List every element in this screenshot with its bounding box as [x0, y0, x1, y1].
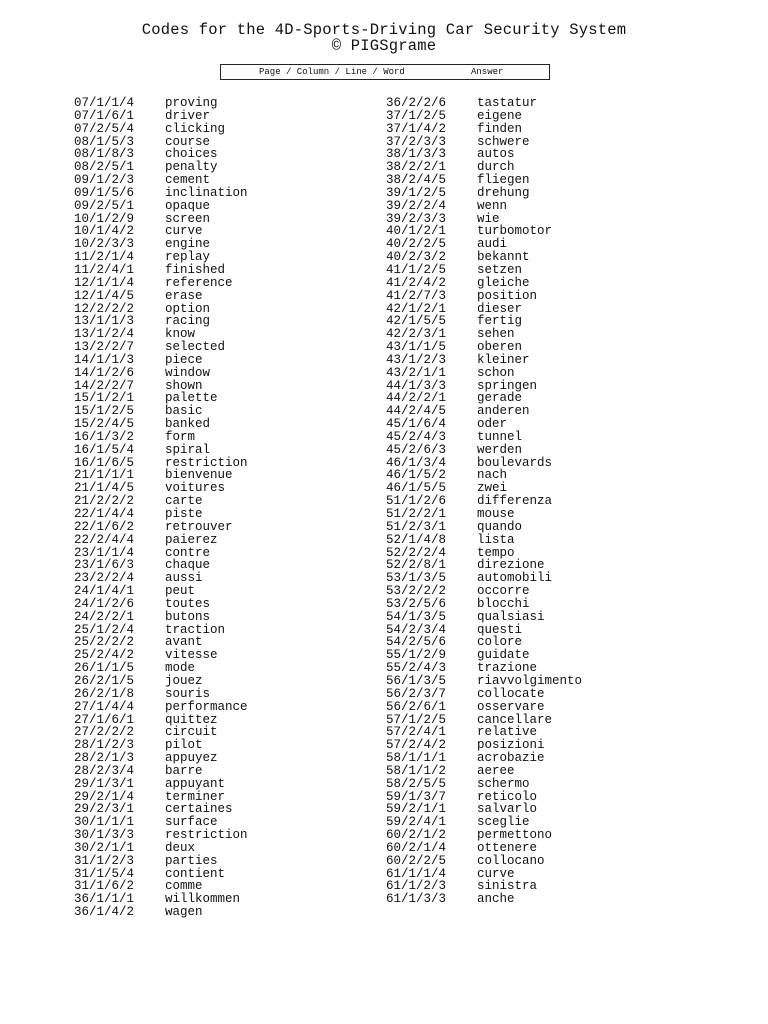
answer-word: voitures: [165, 481, 226, 496]
answer-word: aeree: [477, 763, 515, 778]
code-value: 23/1/1/4: [74, 545, 135, 560]
answer-word: sehen: [477, 327, 515, 342]
answer-word: eigene: [477, 108, 523, 123]
code-value: 58/1/1/2: [386, 763, 447, 778]
column-header: [220, 64, 550, 80]
code-value: 41/2/4/2: [386, 275, 447, 290]
answer-word: traction: [165, 622, 226, 637]
code-value: 08/1/5/3: [74, 134, 135, 149]
code-value: 12/1/4/5: [74, 288, 135, 303]
code-value: 07/2/5/4: [74, 121, 135, 136]
code-value: 16/1/3/2: [74, 429, 135, 444]
answer-word: quando: [477, 519, 523, 534]
code-value: 24/1/2/6: [74, 596, 135, 611]
answer-word: choices: [165, 147, 218, 162]
code-value: 24/1/4/1: [74, 584, 135, 599]
code-value: 23/1/6/3: [74, 558, 135, 573]
code-value: 15/1/2/1: [74, 391, 135, 406]
code-value: 52/1/4/8: [386, 532, 447, 547]
code-value: 54/1/3/5: [386, 609, 447, 624]
answer-word: terminer: [165, 789, 226, 804]
answer-word: boulevards: [477, 455, 553, 470]
code-value: 60/2/2/5: [386, 853, 447, 868]
code-value: 29/1/3/1: [74, 776, 135, 791]
answer-word: engine: [165, 237, 211, 252]
answer-word: retrouver: [165, 519, 233, 534]
answer-word: posizioni: [477, 738, 545, 753]
code-value: 09/1/2/3: [74, 173, 135, 188]
code-value: 27/1/6/1: [74, 712, 135, 727]
answer-word: qualsiasi: [477, 609, 545, 624]
answer-word: blocchi: [477, 596, 530, 611]
answer-word: opaque: [165, 198, 211, 213]
answer-word: permettono: [477, 828, 553, 843]
answer-word: clicking: [165, 121, 226, 136]
answer-word: fliegen: [477, 173, 530, 188]
answer-word: option: [165, 301, 211, 316]
answer-word: drehung: [477, 185, 530, 200]
code-value: 61/1/1/4: [386, 866, 447, 881]
code-value: 24/2/2/1: [74, 609, 135, 624]
code-value: 37/1/4/2: [386, 121, 447, 136]
code-value: 08/2/5/1: [74, 160, 135, 175]
code-value: 38/2/2/1: [386, 160, 447, 175]
answer-word: schon: [477, 365, 515, 380]
code-value: 58/2/5/5: [386, 776, 447, 791]
answer-word: curve: [477, 866, 515, 881]
answer-word: peut: [165, 584, 196, 599]
answer-word: willkommen: [165, 892, 241, 907]
answer-word: driver: [165, 108, 211, 123]
answer-word: wie: [477, 211, 500, 226]
answer-word: mode: [165, 661, 196, 676]
code-value: 45/2/4/3: [386, 429, 447, 444]
code-value: 16/1/5/4: [74, 442, 135, 457]
answer-word: deux: [165, 840, 196, 855]
answer-word: dieser: [477, 301, 523, 316]
code-value: 07/1/6/1: [74, 108, 135, 123]
answer-word: tempo: [477, 545, 515, 560]
answer-word: selected: [165, 340, 226, 355]
answer-word: oberen: [477, 340, 523, 355]
answer-word: oder: [477, 417, 508, 432]
answer-word: performance: [165, 699, 248, 714]
copyright-line: © PIGSgrame: [331, 37, 437, 55]
code-value: 27/2/2/2: [74, 725, 135, 740]
code-value: 36/2/2/6: [386, 96, 447, 110]
answer-word: lista: [477, 532, 515, 547]
answer-word: collocate: [477, 686, 545, 701]
answer-word: restriction: [165, 455, 248, 470]
answer-word: schermo: [477, 776, 530, 791]
answer-word: know: [165, 327, 196, 342]
answer-header-label: Answer: [471, 67, 504, 77]
answer-word: gerade: [477, 391, 523, 406]
code-value: 44/2/4/5: [386, 404, 447, 419]
answer-word: wagen: [165, 905, 203, 920]
code-value: 45/1/6/4: [386, 417, 447, 432]
answer-word: acrobazie: [477, 751, 545, 766]
code-value: 15/2/4/5: [74, 417, 135, 432]
answer-word: contre: [165, 545, 211, 560]
answer-word: finished: [165, 262, 226, 277]
answer-word: nach: [477, 468, 508, 483]
answer-word: wenn: [477, 198, 508, 213]
code-value: 40/1/2/1: [386, 224, 447, 239]
answer-word: finden: [477, 121, 523, 136]
code-value: 37/1/2/5: [386, 108, 447, 123]
code-value: 21/1/4/5: [74, 481, 135, 496]
code-value: 56/1/3/5: [386, 673, 447, 688]
code-value: 13/1/2/4: [74, 327, 135, 342]
answer-word: vitesse: [165, 648, 218, 663]
answer-word: jouez: [165, 673, 203, 688]
answer-word: osservare: [477, 699, 545, 714]
answer-word: position: [477, 288, 538, 303]
answer-word: audi: [477, 237, 508, 252]
answer-word: comme: [165, 879, 203, 894]
code-value: 28/1/2/3: [74, 738, 135, 753]
answer-word: quittez: [165, 712, 218, 727]
answer-word: souris: [165, 686, 211, 701]
answer-word: carte: [165, 494, 203, 509]
answer-word: circuit: [165, 725, 218, 740]
answer-word: trazione: [477, 661, 538, 676]
code-value: 41/1/2/5: [386, 262, 447, 277]
answer-word: fertig: [477, 314, 523, 329]
answer-word: replay: [165, 250, 211, 265]
code-value: 12/1/1/4: [74, 275, 135, 290]
code-value: 12/2/2/2: [74, 301, 135, 316]
code-value: 46/1/5/5: [386, 481, 447, 496]
code-value: 56/2/6/1: [386, 699, 447, 714]
format-header-label: Page / Column / Line / Word: [259, 67, 405, 77]
code-value: 54/2/5/6: [386, 635, 447, 650]
code-value: 51/1/2/6: [386, 494, 447, 509]
code-value: 36/1/1/1: [74, 892, 135, 907]
answer-word: spiral: [165, 442, 211, 457]
code-value: 10/1/4/2: [74, 224, 135, 239]
answer-word: springen: [477, 378, 538, 393]
code-value: 08/1/8/3: [74, 147, 135, 162]
code-value: 09/2/5/1: [74, 198, 135, 213]
code-value: 59/2/4/1: [386, 815, 447, 830]
answer-word: proving: [165, 96, 218, 110]
code-value: 45/2/6/3: [386, 442, 447, 457]
code-value: 61/1/3/3: [386, 892, 447, 907]
answer-word: kleiner: [477, 352, 530, 367]
code-value: 57/2/4/1: [386, 725, 447, 740]
answer-word: bienvenue: [165, 468, 233, 483]
answer-word: autos: [477, 147, 515, 162]
code-value: 42/2/3/1: [386, 327, 447, 342]
answer-word: guidate: [477, 648, 530, 663]
answer-word: cement: [165, 173, 211, 188]
answer-word: course: [165, 134, 211, 149]
code-value: 59/1/3/7: [386, 789, 447, 804]
code-value: 11/2/4/1: [74, 262, 135, 277]
code-value: 31/1/5/4: [74, 866, 135, 881]
code-value: 46/1/3/4: [386, 455, 447, 470]
code-value: 23/2/2/4: [74, 571, 135, 586]
answer-word: mouse: [477, 507, 515, 521]
answer-word: gleiche: [477, 275, 530, 290]
answer-word: butons: [165, 609, 211, 624]
code-value: 13/1/1/3: [74, 314, 135, 329]
answer-word: automobili: [477, 571, 553, 586]
answer-word: occorre: [477, 584, 530, 599]
code-value: 53/1/3/5: [386, 571, 447, 586]
answer-word: chaque: [165, 558, 211, 573]
code-value: 29/2/1/4: [74, 789, 135, 804]
answer-word: bekannt: [477, 250, 530, 265]
code-value: 57/2/4/2: [386, 738, 447, 753]
code-value: 31/1/6/2: [74, 879, 135, 894]
code-value: 30/1/1/1: [74, 815, 135, 830]
code-value: 53/2/5/6: [386, 596, 447, 611]
answer-word: erase: [165, 288, 203, 303]
answer-word: setzen: [477, 262, 523, 277]
answer-word: barre: [165, 763, 203, 778]
code-value: 21/2/2/2: [74, 494, 135, 509]
code-value: 46/1/5/2: [386, 468, 447, 483]
answer-word: sceglie: [477, 815, 530, 830]
code-value: 09/1/5/6: [74, 185, 135, 200]
code-value: 51/2/3/1: [386, 519, 447, 534]
answer-word: questi: [477, 622, 523, 637]
answer-word: restriction: [165, 828, 248, 843]
code-value: 61/1/2/3: [386, 879, 447, 894]
code-value: 11/2/1/4: [74, 250, 135, 265]
answer-word: penalty: [165, 160, 218, 175]
code-value: 14/1/2/6: [74, 365, 135, 380]
code-value: 40/2/2/5: [386, 237, 447, 252]
code-value: 22/2/4/4: [74, 532, 135, 547]
code-value: 22/1/6/2: [74, 519, 135, 534]
code-value: 26/2/1/8: [74, 686, 135, 701]
answer-word: colore: [477, 635, 523, 650]
answer-word: paierez: [165, 532, 218, 547]
code-value: 15/1/2/5: [74, 404, 135, 419]
code-value: 56/2/3/7: [386, 686, 447, 701]
answer-word: turbomotor: [477, 224, 553, 239]
answer-word: differenza: [477, 494, 553, 509]
answer-word: parties: [165, 853, 218, 868]
answer-word: durch: [477, 160, 515, 175]
answer-word: basic: [165, 404, 203, 419]
code-value: 53/2/2/2: [386, 584, 447, 599]
answer-word: banked: [165, 417, 211, 432]
code-value: 55/2/4/3: [386, 661, 447, 676]
code-value: 38/2/4/5: [386, 173, 447, 188]
answer-word: shown: [165, 378, 203, 393]
code-value: 40/2/3/2: [386, 250, 447, 265]
answer-word: direzione: [477, 558, 545, 573]
code-value: 39/1/2/5: [386, 185, 447, 200]
answer-word: anderen: [477, 404, 530, 419]
code-value: 10/2/3/3: [74, 237, 135, 252]
code-value: 07/1/1/4: [74, 96, 135, 110]
answer-word: surface: [165, 815, 218, 830]
code-value: 27/1/4/4: [74, 699, 135, 714]
answer-word: zwei: [477, 481, 508, 496]
code-value: 28/2/1/3: [74, 751, 135, 766]
code-value: 36/1/4/2: [74, 905, 135, 920]
code-value: 14/1/1/3: [74, 352, 135, 367]
answer-word: racing: [165, 314, 211, 329]
answer-word: avant: [165, 635, 203, 650]
code-value: 38/1/3/3: [386, 147, 447, 162]
code-value: 13/2/2/7: [74, 340, 135, 355]
answer-word: aussi: [165, 571, 203, 586]
code-value: 30/1/3/3: [74, 828, 135, 843]
answer-word: piece: [165, 352, 203, 367]
code-value: 25/2/2/2: [74, 635, 135, 650]
code-value: 42/1/5/5: [386, 314, 447, 329]
answer-word: form: [165, 429, 196, 444]
code-value: 43/2/1/1: [386, 365, 447, 380]
code-value: 22/1/4/4: [74, 507, 135, 521]
code-value: 39/2/2/4: [386, 198, 447, 213]
answer-word: collocano: [477, 853, 545, 868]
code-value: 10/1/2/9: [74, 211, 135, 226]
answer-word: anche: [477, 892, 515, 907]
code-value: 55/1/2/9: [386, 648, 447, 663]
answer-word: palette: [165, 391, 218, 406]
code-value: 58/1/1/1: [386, 751, 447, 766]
code-value: 39/2/3/3: [386, 211, 447, 226]
answer-word: cancellare: [477, 712, 553, 727]
code-value: 52/2/2/4: [386, 545, 447, 560]
answer-word: pilot: [165, 738, 203, 753]
page-title: Codes for the 4D-Sports-Driving Car Security System: [141, 21, 627, 39]
code-value: 42/1/2/1: [386, 301, 447, 316]
code-value: 25/2/4/2: [74, 648, 135, 663]
code-value: 30/2/1/1: [74, 840, 135, 855]
code-value: 26/2/1/5: [74, 673, 135, 688]
code-value: 51/2/2/1: [386, 507, 447, 521]
answer-word: salvarlo: [477, 802, 538, 817]
answer-word: toutes: [165, 596, 211, 611]
answer-word: window: [165, 365, 211, 380]
code-value: 54/2/3/4: [386, 622, 447, 637]
answer-word: tunnel: [477, 429, 523, 444]
answer-word: contient: [165, 866, 226, 881]
code-value: 41/2/7/3: [386, 288, 447, 303]
answer-word: piste: [165, 507, 203, 521]
code-value: 43/1/2/3: [386, 352, 447, 367]
answer-word: werden: [477, 442, 523, 457]
code-value: 52/2/8/1: [386, 558, 447, 573]
code-value: 31/1/2/3: [74, 853, 135, 868]
answer-word: screen: [165, 211, 211, 226]
code-value: 25/1/2/4: [74, 622, 135, 637]
answer-word: reference: [165, 275, 233, 290]
code-value: 29/2/3/1: [74, 802, 135, 817]
code-value: 60/2/1/4: [386, 840, 447, 855]
answer-word: ottenere: [477, 840, 538, 855]
answer-word: riavvolgimento: [477, 673, 583, 688]
code-value: 37/2/3/3: [386, 134, 447, 149]
code-value: 16/1/6/5: [74, 455, 135, 470]
answer-word: schwere: [477, 134, 530, 149]
code-value: 26/1/1/5: [74, 661, 135, 676]
code-value: 44/1/3/3: [386, 378, 447, 393]
answer-word: certaines: [165, 802, 233, 817]
code-value: 57/1/2/5: [386, 712, 447, 727]
answer-word: appuyez: [165, 751, 218, 766]
answer-word: inclination: [165, 185, 248, 200]
code-value: 43/1/1/5: [386, 340, 447, 355]
answer-word: relative: [477, 725, 538, 740]
answer-word: curve: [165, 224, 203, 239]
code-value: 21/1/1/1: [74, 468, 135, 483]
code-value: 44/2/2/1: [386, 391, 447, 406]
code-value: 59/2/1/1: [386, 802, 447, 817]
answer-word: sinistra: [477, 879, 538, 894]
answer-word: reticolo: [477, 789, 538, 804]
answer-word: tastatur: [477, 96, 538, 110]
code-value: 28/2/3/4: [74, 763, 135, 778]
answer-word: appuyant: [165, 776, 226, 791]
code-value: 14/2/2/7: [74, 378, 135, 393]
code-value: 60/2/1/2: [386, 828, 447, 843]
